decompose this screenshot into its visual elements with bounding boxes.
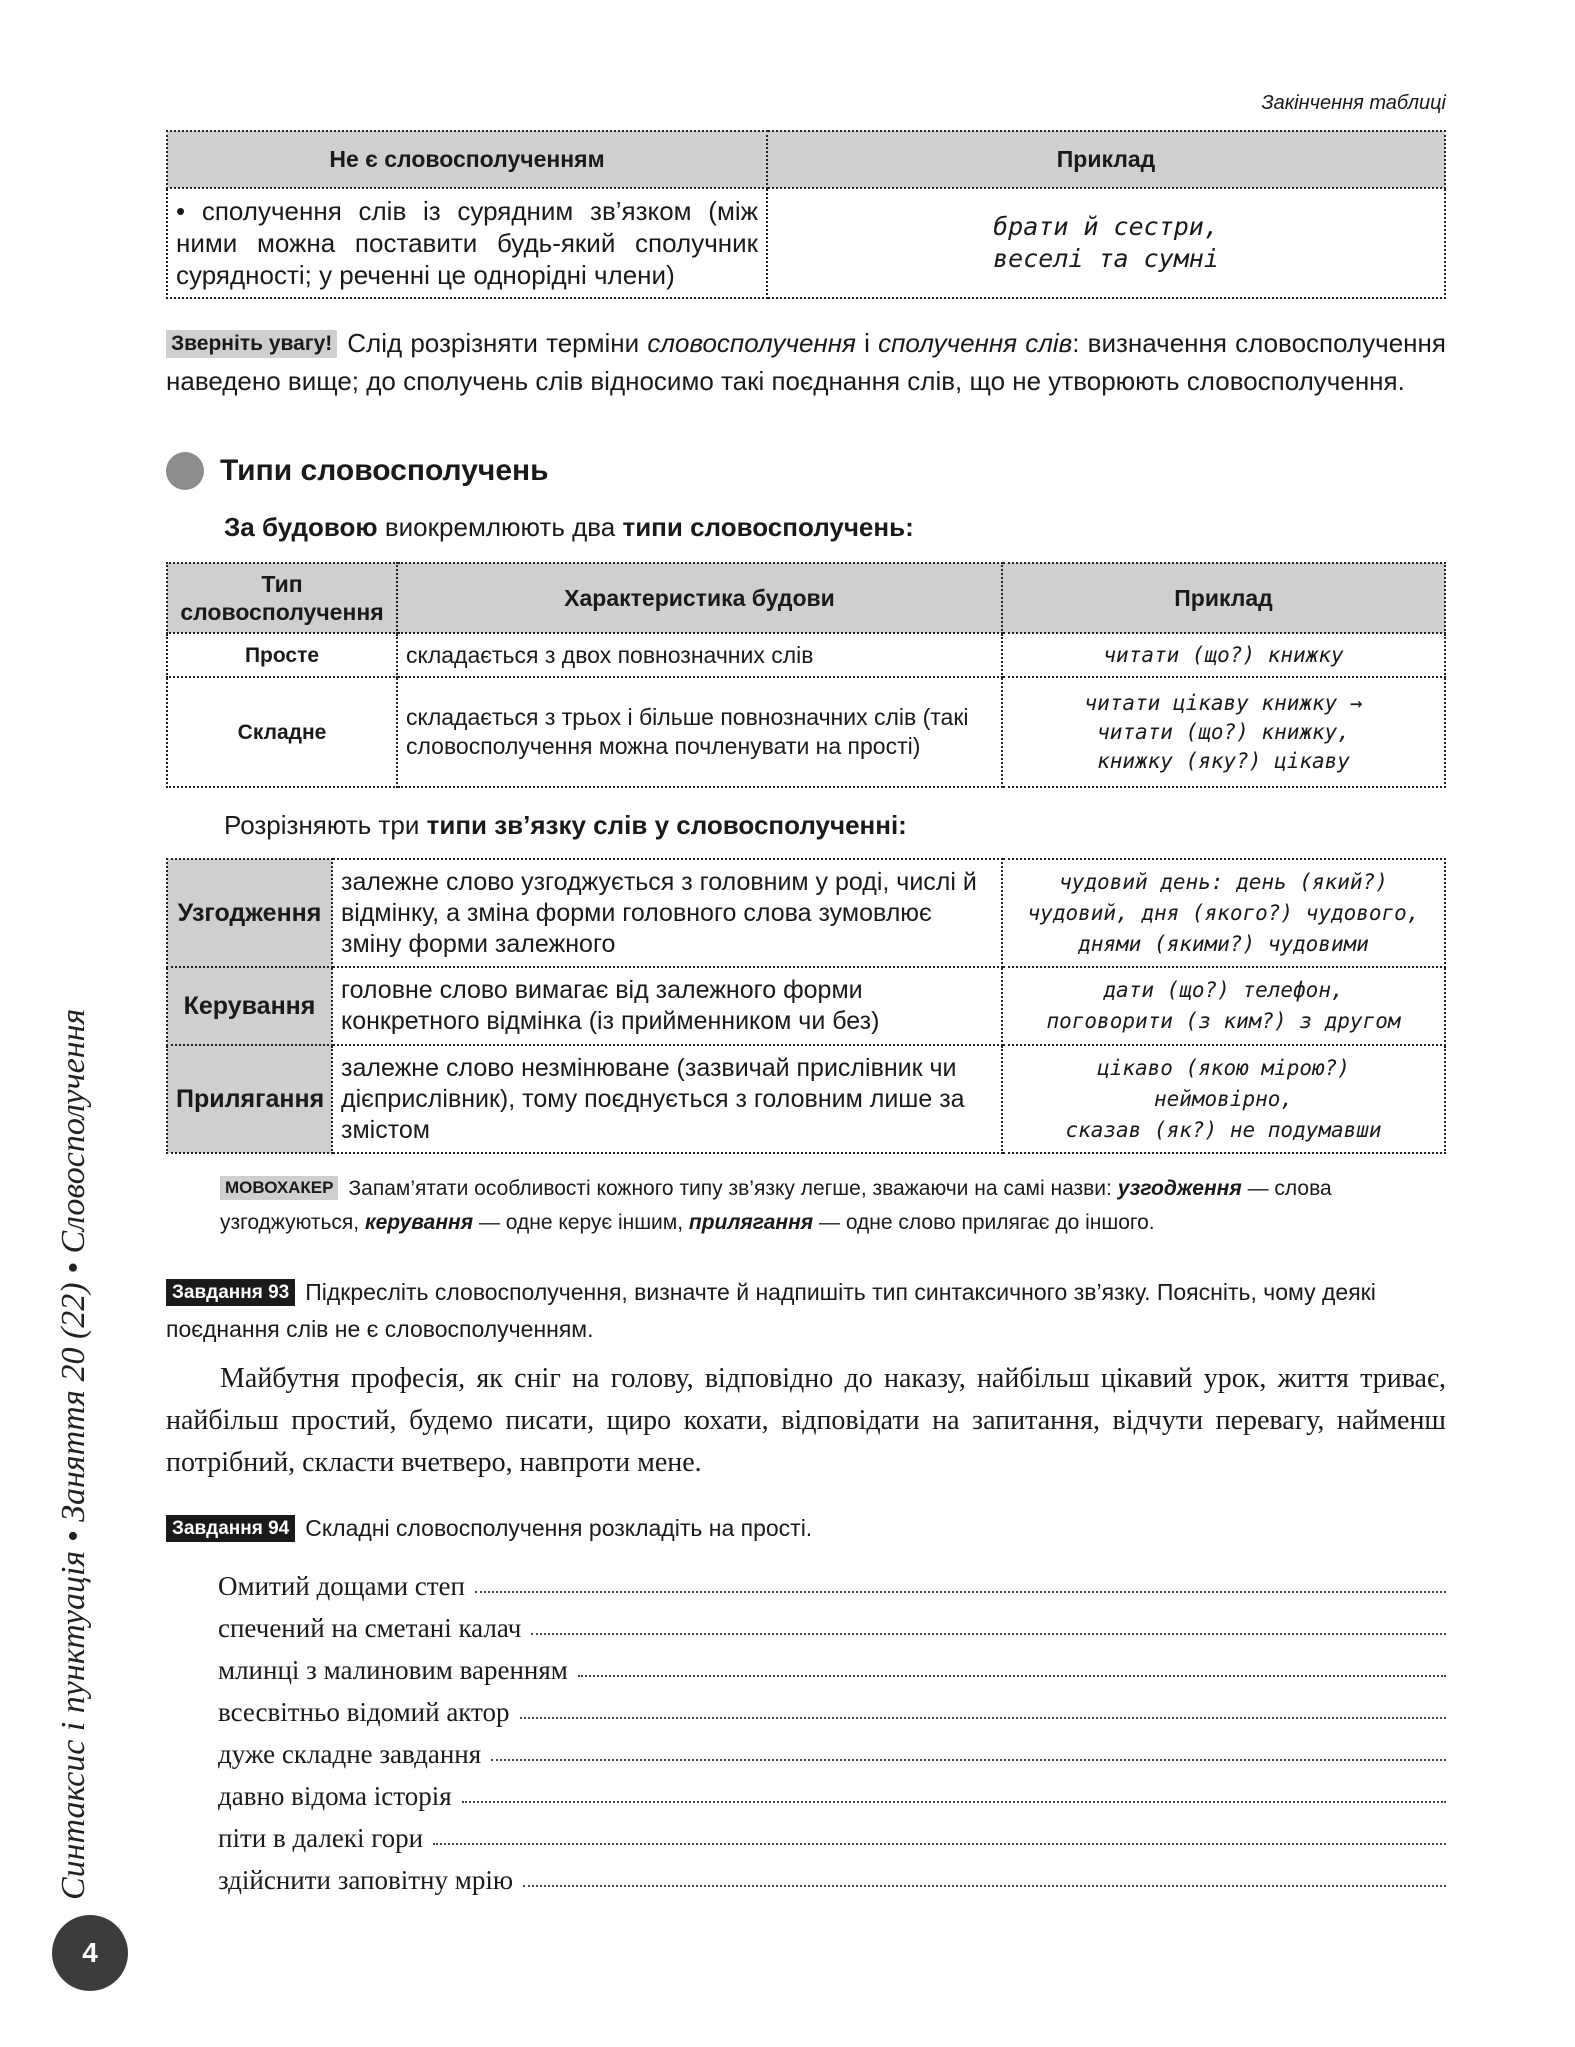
list-item: дуже складне завдання	[218, 1728, 1446, 1770]
section-bullet-icon	[166, 452, 204, 490]
list-item: млинці з малиновим варенням	[218, 1644, 1446, 1686]
intro-links: Розрізняють три типи зв’язку слів у словосполученні:	[224, 810, 907, 840]
answer-line[interactable]	[520, 1717, 1446, 1719]
list-item: всесвітньо відомий актор	[218, 1686, 1446, 1728]
answer-line[interactable]	[523, 1885, 1446, 1887]
table1-row-example: брати й сестри, веселі та сумні	[767, 188, 1445, 298]
answer-line[interactable]	[578, 1675, 1446, 1677]
table-row: Керування головне слово вимагає від залежного форми конкретного відмінка (із прийменником чи без) дати (що?) телефон, поговорити (з ким?) з другом	[167, 967, 1445, 1045]
task-94-instruction: Завдання 94 Складні словосполучення розкладіть на прості.	[166, 1510, 1446, 1547]
answer-line[interactable]	[531, 1633, 1446, 1635]
table-row: Просте складається з двох повнозначних слів читати (що?) книжку	[167, 633, 1445, 677]
table2-header-example: Приклад	[1002, 563, 1445, 633]
table-structure-types	[166, 562, 1446, 788]
table1-header-example: Приклад	[767, 131, 1445, 188]
table2-header-desc: Характеристика будови	[397, 563, 1002, 633]
intro-structure: За будовою виокремлюють два типи словосполучень:	[224, 512, 914, 542]
attention-note: Зверніть увагу! Слід розрізняти терміни словосполучення і сполучення слів: визначення словосполучення наведено вище; до сполучень слів відносимо такі поєднання слів, що не утворюють словосполучення.	[166, 328, 1446, 396]
answer-line[interactable]	[475, 1591, 1446, 1593]
section-title: Типи словосполучень	[220, 454, 549, 487]
table-row: Складне складається з трьох і більше повнозначних слів (такі словосполучення можна почленувати на прості) читати цікаву книжку → читати (що?) книжку, книжку (яку?) цікаву	[167, 677, 1445, 787]
page-number: 4	[52, 1915, 128, 1991]
list-item: давно відома історія	[218, 1770, 1446, 1812]
hacker-note: МОВОХАКЕР Запам’ятати особливості кожного типу зв’язку легше, зважаючи на самі назви: узгодження — слова узгоджуються, керування — одне керує іншим, прилягання — одне слово прилягає до іншого.	[220, 1177, 1332, 1234]
table2-header-type: Тип словосполучення	[167, 563, 397, 633]
task-93-text: Майбутня професія, як сніг на голову, відповідно до наказу, найбільш цікавий урок, життя триває, найбільш простий, будемо писати, щиро кохати, відповідати на запитання, відчути перевагу, найменш потрібний, скласти вчетверо, навпроти мене.	[166, 1363, 1446, 1478]
section-heading	[166, 452, 1446, 490]
list-item: здійснити заповітну мрію	[218, 1854, 1446, 1896]
task-94-label: Завдання 94	[166, 1515, 295, 1542]
attention-label: Зверніть увагу!	[166, 330, 337, 358]
list-item: Омитий дощами степ	[218, 1560, 1446, 1602]
continuation-note: Закінчення таблиці	[1261, 92, 1446, 114]
list-item: спечений на сметані калач	[218, 1602, 1446, 1644]
list-item: піти в далекі гори	[218, 1812, 1446, 1854]
table-row: Прилягання залежне слово незмінюване (зазвичай прислівник чи дієприслівник), тому поєднується з головним лише за змістом цікаво (якою мірою?) неймовірно, сказав (як?) не подумавши	[167, 1045, 1445, 1153]
table1-row-text: • сполучення слів із сурядним зв’язком (між ними можна поставити будь-який сполучник сурядності; у реченні це однорідні члени)	[167, 188, 767, 298]
task-93-label: Завдання 93	[166, 1279, 295, 1306]
task-93-instruction: Завдання 93 Підкресліть словосполучення, визначте й надпишіть тип синтаксичного зв’язку. Поясніть, чому деякі поєднання слів не є словосполученням.	[166, 1279, 1376, 1342]
table-row: Узгодження залежне слово узгоджується з головним у роді, числі й відмінку, а зміна форми головного слова зумовлює зміну форми залежного чудовий день: день (який?) чудовий, дня (якого?) чудового, днями (якими?) чудовими	[167, 859, 1445, 967]
table-not-phrase	[166, 130, 1446, 299]
table-link-types	[166, 858, 1446, 1154]
hacker-label: МОВОХАКЕР	[220, 1176, 338, 1200]
table1-header-not-phrase: Не є словосполученням	[167, 131, 767, 188]
answer-line[interactable]	[462, 1801, 1446, 1803]
answer-line[interactable]	[491, 1759, 1446, 1761]
sidebar-running-title: Синтаксис і пунктуація • Заняття 20 (22) • Словосполучення	[55, 1008, 92, 1900]
answer-line[interactable]	[433, 1843, 1446, 1845]
task-94-list	[218, 1560, 1446, 1896]
